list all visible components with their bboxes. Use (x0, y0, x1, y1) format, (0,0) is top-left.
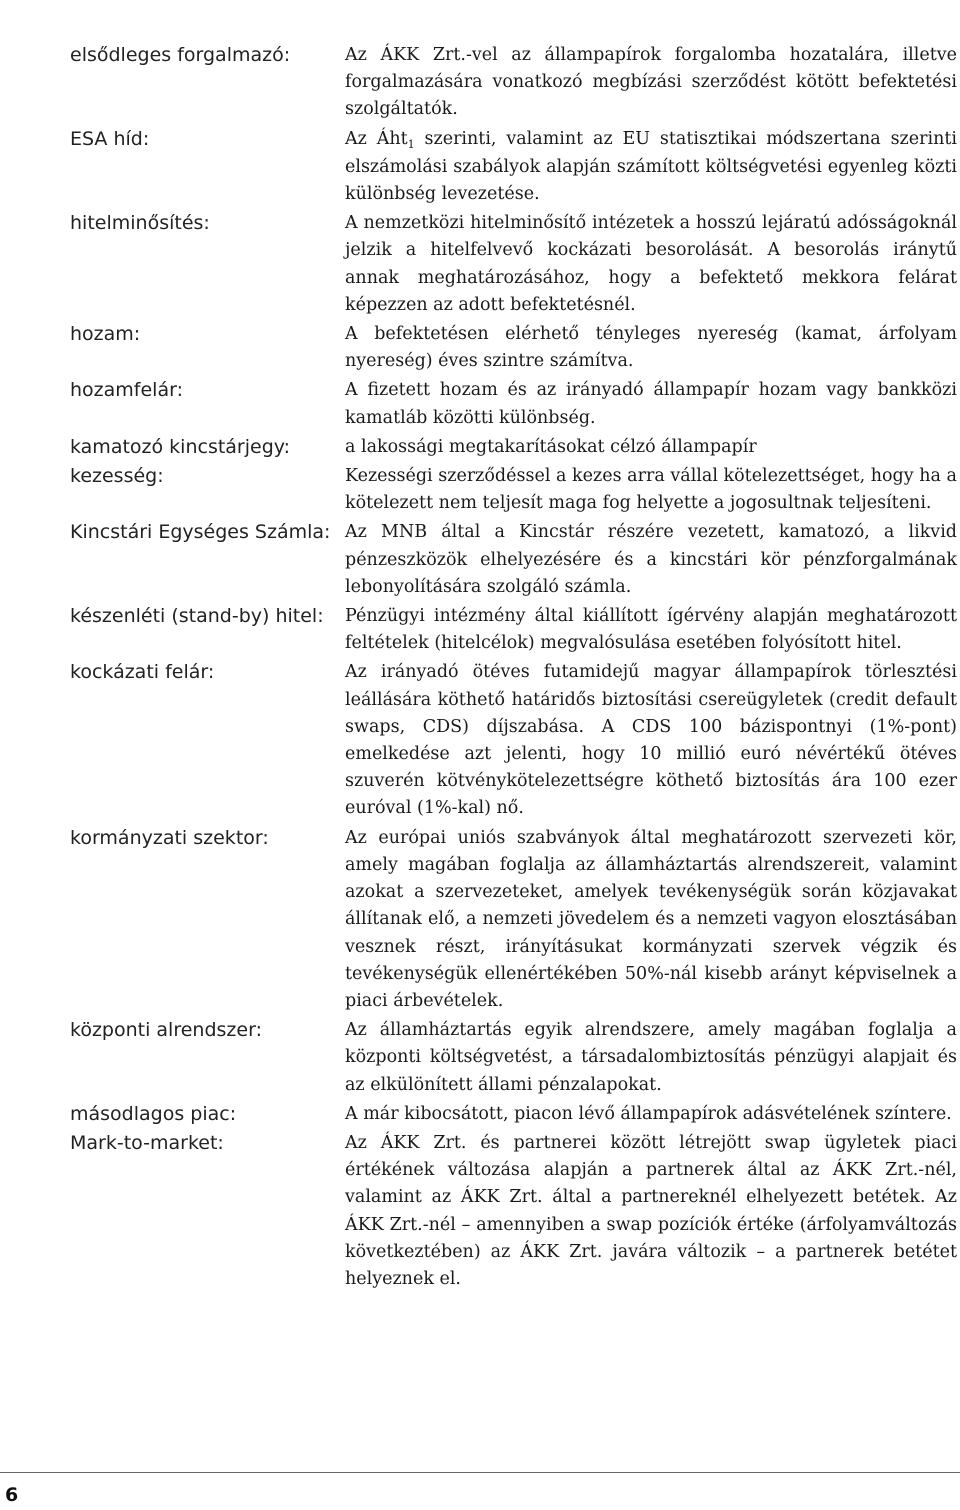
glossary-term: kezesség: (70, 465, 164, 488)
glossary-entry (70, 659, 958, 822)
definition-text: Az Áht (345, 128, 408, 149)
glossary-definition: Az ÁKK Zrt. és partnerei között létrejött swap ügyletek piaci értékének változása alapján a partnerek által az ÁKK Zrt.-nél, valamint az ÁKK Zrt. által a partnereknél elhelyezett betétek. Az ÁKK Zrt.-nél – amennyiben a swap pozíciók értéke (árfolyamváltozás következtében) az ÁKK Zrt. javára változik – a partnerek betétet helyeznek el. (345, 1132, 957, 1289)
glossary-definition (345, 126, 957, 209)
glossary-entry (70, 825, 958, 1015)
footer-divider (0, 1472, 960, 1473)
glossary-definition: A befektetésen elérhető tényleges nyereség (kamat, árfolyam nyereség) éves szintre számítva. (345, 324, 957, 372)
glossary-term: hitelminősítés: (70, 212, 210, 235)
glossary-term: kockázati felár: (70, 661, 215, 684)
glossary-term: ESA híd: (70, 127, 150, 150)
glossary-term: kamatozó kincstárjegy: (70, 435, 291, 458)
glossary-definition: a lakossági megtakarításokat célzó állampapír (345, 436, 757, 457)
glossary-entry (70, 463, 958, 517)
glossary-entry (70, 1130, 958, 1293)
glossary-entry (70, 434, 958, 461)
glossary-term: másodlagos piac: (70, 1102, 237, 1125)
glossary-term: kormányzati szektor: (70, 826, 269, 849)
glossary-definition: Kezességi szerződéssel a kezes arra vállal kötelezettséget, hogy ha a kötelezett nem teljesít maga fog helyette a jogosultnak teljesíteni. (345, 466, 957, 514)
glossary-entry (70, 42, 958, 124)
glossary-entry (70, 1101, 958, 1128)
subscript: 1 (407, 137, 415, 151)
glossary-term: központi alrendszer: (70, 1019, 262, 1042)
glossary-entry (70, 1017, 958, 1099)
glossary-definition: Az európai uniós szabványok által meghatározott szervezeti kör, amely magában foglalja az államháztartás alrendszereit, valamint azokat a szervezeteket, amelyek tevékenységük során közjavakat állítanak elő, a nemzeti jövedelem és a nemzeti vagyon elosztásában vesznek részt, irányításukat kormányzati szervek végzik és tevékenységük ellenértékében 50%-nál kisebb arányt képviselnek a piaci árbevételek. (345, 827, 957, 1011)
glossary-list (70, 42, 958, 1295)
glossary-term: hozam: (70, 323, 141, 346)
glossary-definition: Az ÁKK Zrt.-vel az állampapírok forgalomba hozatalára, illetve forgalmazására vonatkozó megbízási szerződést kötött befektetési szolgáltatók. (345, 45, 957, 120)
glossary-definition: Az irányadó ötéves futamidejű magyar állampapírok törlesztési leállására köthető határidős biztosítási csereügyletek (credit default swaps, CDS) díjszabása. A CDS 100 bázispontnyi (1%-pont) emelkedése azt jelenti, hogy 10 millió euró névértékű ötéves szuverén kötvénykötelezettségre köthető biztosítás ára 100 ezer euróval (1%-kal) nő. (345, 662, 957, 819)
glossary-term: Kincstári Egységes Számla: (70, 521, 331, 544)
glossary-entry (70, 377, 958, 431)
definition-text: szerinti, valamint az EU statisztikai módszertana szerinti elszámolási szabályok alapján számított költségvetési egyenleg közti különbség levezetése. (345, 128, 957, 205)
page-number: 6 (5, 1484, 19, 1506)
glossary-definition: A fizetett hozam és az irányadó állampapír hozam vagy bankközi kamatláb közötti különbség. (345, 380, 957, 428)
glossary-entry (70, 126, 958, 209)
glossary-entry (70, 519, 958, 601)
glossary-entry (70, 603, 958, 657)
glossary-definition: Az államháztartás egyik alrendszere, amely magában foglalja a központi költségvetést, a társadalombiztosítás pénzügyi alapjait és az elkülönített állami pénzalapokat. (345, 1020, 957, 1095)
glossary-entry (70, 321, 958, 375)
glossary-term: Mark-to-market: (70, 1131, 224, 1154)
glossary-term: készenléti (stand-by) hitel: (70, 605, 324, 628)
glossary-definition: A nemzetközi hitelminősítő intézetek a hosszú lejáratú adósságoknál jelzik a hitelfelvevő kockázati besorolását. A besorolás iránytű annak meghatározásához, hogy a befektető mekkora felárat képezzen az adott befektetésnél. (345, 213, 957, 315)
glossary-definition: Az MNB által a Kincstár részére vezetett, kamatozó, a likvid pénzeszközök elhelyezésére és a kincstári kör pénzforgalmának lebonyolítására szolgáló számla. (345, 522, 957, 597)
glossary-entry (70, 210, 958, 319)
glossary-term: elsődleges forgalmazó: (70, 44, 291, 66)
glossary-term: hozamfelár: (70, 379, 183, 402)
glossary-definition: A már kibocsátott, piacon lévő állampapírok adásvételének színtere. (345, 1103, 952, 1124)
glossary-definition: Pénzügyi intézmény által kiállított ígérvény alapján meghatározott feltételek (hitelcélok) megvalósulása esetében folyósított hitel. (345, 606, 957, 654)
